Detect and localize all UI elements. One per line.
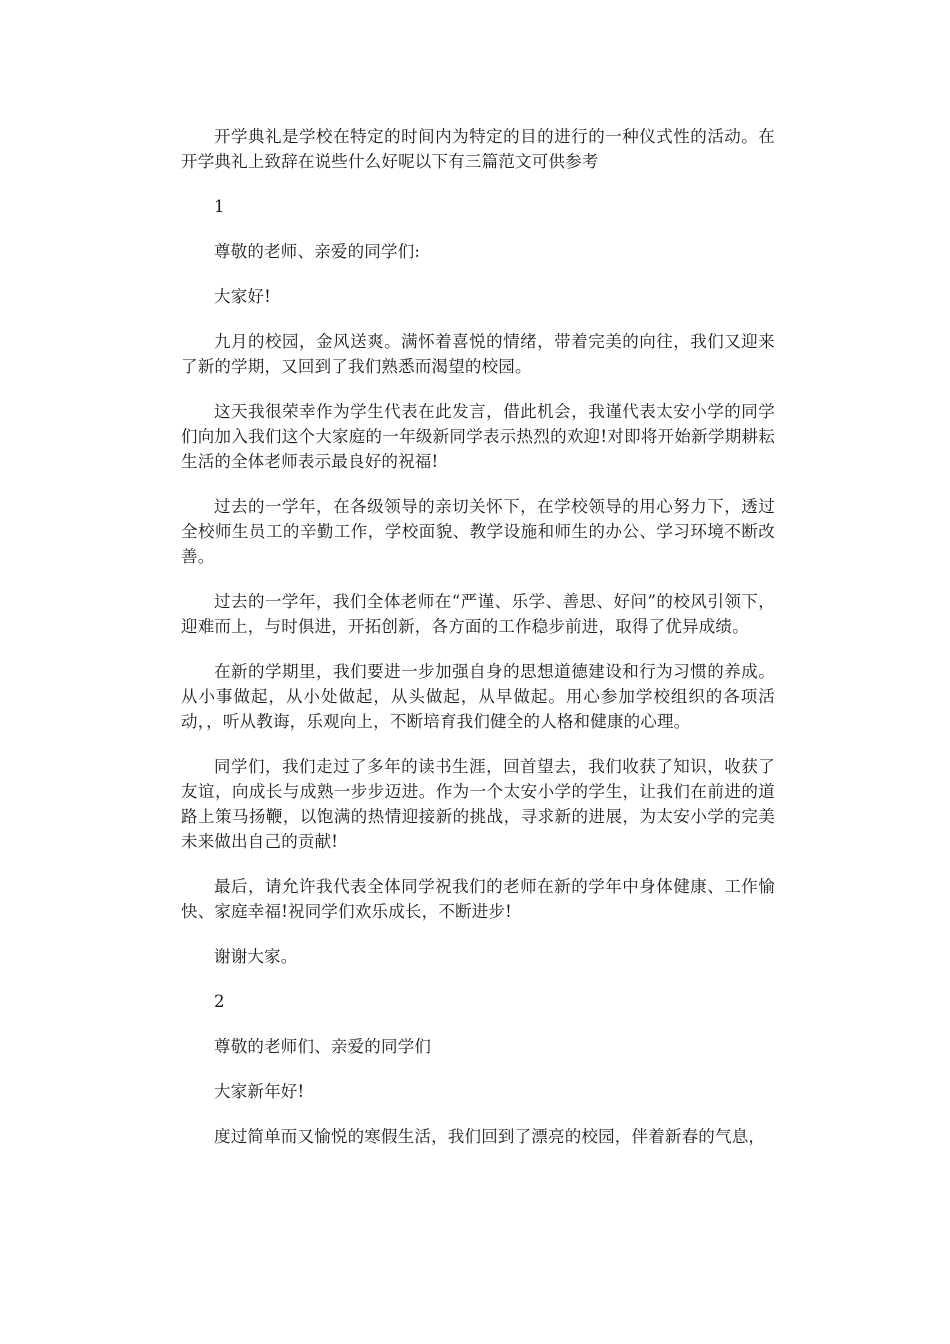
body-paragraph: 过去的一学年，我们全体老师在“严谨、乐学、善思、好问”的校风引领下，迎难而上，与时俱进，开拓创新，各方面的工作稳步前进，取得了优异成绩。 bbox=[181, 592, 775, 636]
intro-paragraph: 开学典礼是学校在特定的时间内为特定的目的进行的一种仪式性的活动。在开学典礼上致辞在说些什么好呢以下有三篇范文可供参考 bbox=[181, 127, 775, 171]
document-body bbox=[181, 124, 775, 1169]
body-paragraph: 过去的一学年，在各级领导的亲切关怀下，在学校领导的用心努力下，透过全校师生员工的辛勤工作，学校面貌、教学设施和师生的办公、学习环境不断改善。 bbox=[181, 497, 775, 566]
body-paragraph: 这天我很荣幸作为学生代表在此发言，借此机会，我谨代表太安小学的同学们向加入我们这个大家庭的一年级新同学表示热烈的欢迎!对即将开始新学期耕耘生活的全体老师表示最良好的祝福! bbox=[181, 402, 775, 471]
body-paragraph: 最后，请允许我代表全体同学祝我们的老师在新的学年中身体健康、工作愉快、家庭幸福!祝同学们欢乐成长，不断进步! bbox=[181, 877, 775, 921]
body-paragraph: 度过简单而又愉悦的寒假生活，我们回到了漂亮的校园，伴着新春的气息， bbox=[214, 1127, 766, 1146]
body-paragraph: 九月的校园，金风送爽。满怀着喜悦的情绪，带着完美的向往，我们又迎来了新的学期，又回到了我们熟悉而渴望的校园。 bbox=[181, 332, 775, 376]
greeting: 大家新年好! bbox=[214, 1082, 305, 1101]
section-number-1: 1 bbox=[214, 197, 225, 216]
greeting: 大家好! bbox=[214, 287, 271, 306]
salutation: 尊敬的老师们、亲爱的同学们 bbox=[214, 1037, 432, 1056]
closing-thanks: 谢谢大家。 bbox=[214, 947, 298, 966]
salutation: 尊敬的老师、亲爱的同学们: bbox=[214, 242, 421, 261]
body-paragraph: 在新的学期里，我们要进一步加强自身的思想道德建设和行为习惯的养成。从小事做起，从小处做起，从头做起，从早做起。用心参加学校组织的各项活动，，听从教诲，乐观向上，不断培育我们健全的人格和健康的心理。 bbox=[181, 662, 775, 731]
section-number-2: 2 bbox=[214, 992, 225, 1011]
body-paragraph: 同学们，我们走过了多年的读书生涯，回首望去，我们收获了知识，收获了友谊，向成长与成熟一步步迈进。作为一个太安小学的学生，让我们在前进的道路上策马扬鞭，以饱满的热情迎接新的挑战，寻求新的进展，为太安小学的完美未来做出自己的贡献! bbox=[181, 757, 775, 851]
